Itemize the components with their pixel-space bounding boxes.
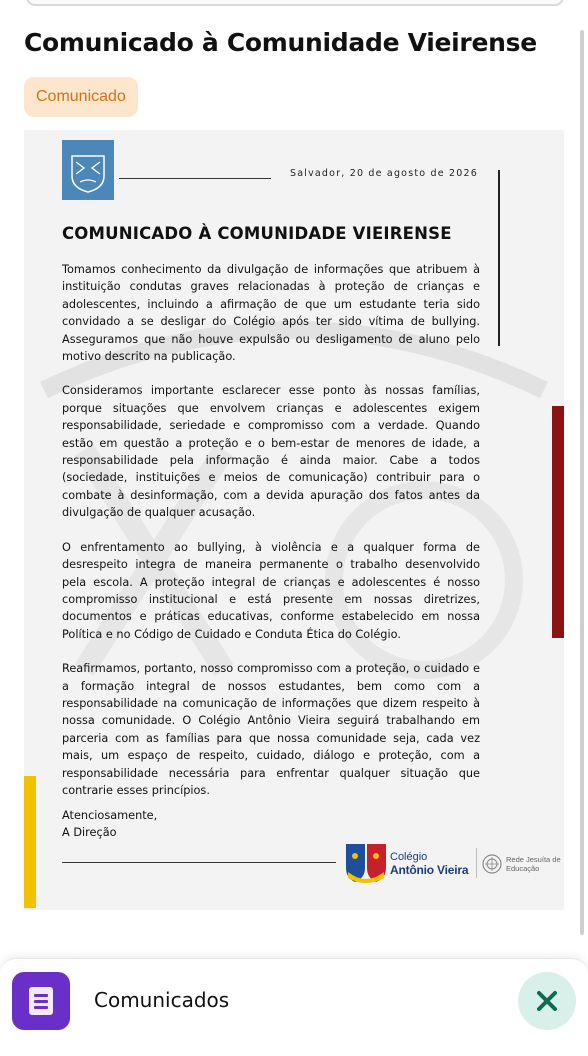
closing-block <box>62 807 157 842</box>
closing-salutation: Atenciosamente, <box>62 809 158 822</box>
network-logo <box>482 852 562 878</box>
yellow-accent-bar <box>24 776 36 908</box>
paragraph: O enfrentamento ao bullying, à violência e a qualquer forma de desrespeito integra de maneira permanente o trabalho desenvolvido pela escola. A proteção integral de crianças e adolescentes é nosso compromisso institucional e está presente em nossas diretrizes, documentos e práticas educativas, conforme estabelecido em nossa Política e no Código de Cuidado e Conduta Ética do Colégio. <box>62 540 480 641</box>
close-icon <box>535 989 559 1013</box>
document-list-icon[interactable] <box>12 972 70 1030</box>
school-name-line2: Antônio Vieira <box>390 863 469 877</box>
paragraph: Reafirmamos, portanto, nosso compromisso com a proteção, o cuidado e a formação integral de nossos estudantes, bem como com a responsabilidade na comunicação de informações que dizem respeito à nossa comunidade. O Colégio Antônio Vieira seguirá trabalhando em parceria com as famílias para que nossa comunidade seja, cada vez mais, um espaço de respeito, cuidado, diálogo e proteção, com a responsabilidade necessária para enfrentar qualquer situação que contrarie esses princípios. <box>62 662 480 797</box>
paragraph: Tomamos conhecimento da divulgação de informações que atribuem à instituição condutas graves relacionadas à proteção de crianças e adolescentes, incluindo a afirmação de que um estudante teria sido convidado a se desligar do Colégio após ter sido vítima de bullying. Asseguramos que não houve expulsão ou desligamento de aluno pelo motivo descrito na publicação. <box>62 263 480 364</box>
document-body <box>62 261 480 816</box>
network-seal-icon <box>482 854 502 874</box>
previous-card-edge <box>26 0 564 6</box>
document-date: Salvador, 20 de agosto de 2026 <box>290 168 478 179</box>
network-name: Rede Jesuíta de Educação <box>506 855 561 873</box>
logo-divider <box>476 848 477 878</box>
announcement-image[interactable] <box>24 130 564 910</box>
page-title: Comunicado à Comunidade Vieirense <box>24 28 537 57</box>
vertical-rule <box>498 170 500 346</box>
paragraph: Consideramos importante esclarecer esse ponto às nossas famílias, porque situações que envolvem crianças e adolescentes exigem responsabilidade, seriedade e compromisso com a verdade. Quando estão em questão a proteção e o bem-estar de menores de idade, a responsabilidade pela informação é ainda maior. Cabe a todos (sociedade, instituições e meios de comunicação) contribuir para o combate à desinformação, com a devida apuração dos fatos antes da divulgação de qualquer acusação. <box>62 384 480 520</box>
category-tag: Comunicado <box>24 77 138 117</box>
red-accent-bar <box>552 406 564 638</box>
signature-rule <box>62 862 336 863</box>
school-crest-icon <box>62 140 114 200</box>
close-button[interactable] <box>518 972 576 1030</box>
document-heading: COMUNICADO À COMUNIDADE VIEIRENSE <box>62 224 452 243</box>
school-shield-icon <box>344 842 388 884</box>
bottom-bar <box>0 958 588 1056</box>
school-name-line1: Colégio <box>390 851 428 863</box>
header-rule <box>119 178 271 179</box>
section-label[interactable]: Comunicados <box>94 988 230 1012</box>
signature: A Direção <box>62 826 117 840</box>
school-logo <box>344 842 474 886</box>
scrollbar[interactable] <box>580 30 584 935</box>
